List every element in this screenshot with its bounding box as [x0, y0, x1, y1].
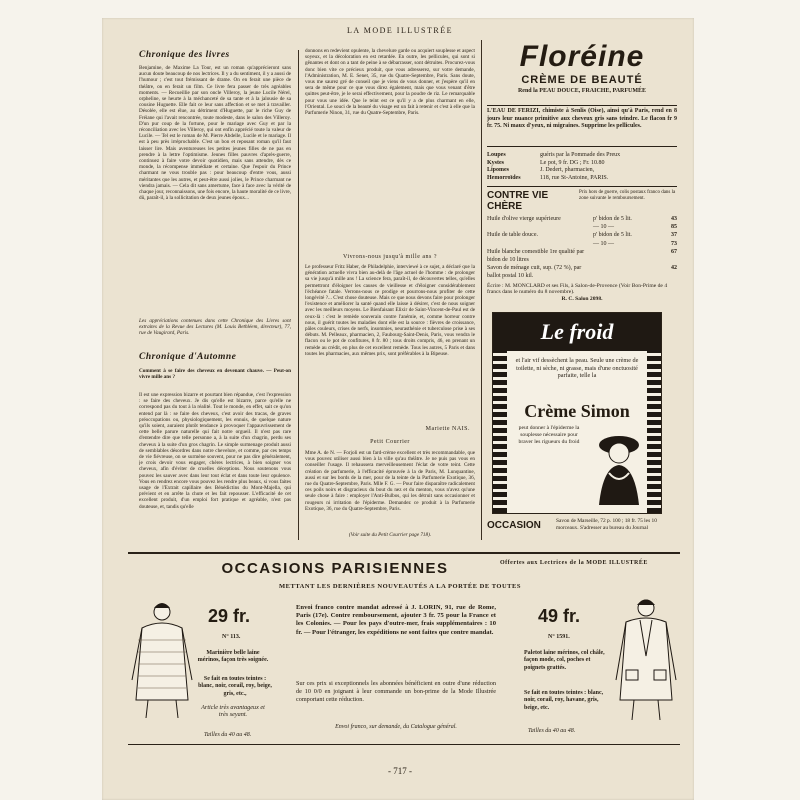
courrier-body: Mme A. de N. — Forjoli est un fard-crème excellent et très recommandable, que vous pouvez utiliser aussi bien à la ville qu'au théâtre. Je ne puis pas vous en conseiller l'usage. Il rehaussera merveilleusement l'éclat de votre teint. Cette création de parfumerie, à l'efficacité éprouvée à la de Paris, M. Lunquantine, aussi et sur les bords de la mer, pour de la teinte de la Parfumerie Exotique, 36, rue du Quatre-Septembre, Paris. Mlle F. G. — Pour faire disparaître radicalement ces poils noirs et disgracieux du bout du nez et du menton, vous n'avez qu'une seule chose à faire : employer l'Anti-Bulbos, qui les détruit sans occasionner et rougeurs ni irritation de l'épiderme. Demandez ce produit à la Parfumerie Exotique, 36, rue du Quatre-Septembre, Paris. [305, 450, 475, 512]
cvc-row [487, 240, 677, 248]
cvc-row [487, 231, 677, 239]
cvc-row-label [487, 223, 587, 231]
right-price: 49 fr. [538, 606, 581, 626]
discount-text: Sur ces prix si exceptionnels les abonnées bénéficient en outre d'une réduction de 10 0/0 en joignant à leur commande un bon-prime de la Mode Illustrée comportant cette réduction. [296, 680, 496, 703]
divider [487, 186, 677, 187]
preux-text: guéris par la Pommade des Preux Le pot, 9 fr. DG ; Fr. 10.80 J. Dedert, pharmacien, 118, rue St-Antoine, PARIS. [540, 152, 621, 181]
cvc-row-price: 37 [671, 232, 677, 239]
cvc-row-price: 85 [671, 224, 677, 231]
cvc-row-price: 67 [671, 248, 677, 255]
middle-body-top: donnons en redevient opulente, la chevelure garde ou acquiert souplesse et aspect soyeux, et la décoloration en est retardée. En outre, les pellicules, qui sont si gênantes et dont on a tant de peine à se débarrasser, sont détruites. Procurez-vous donc bien vite ce précieux produit, que vous adresserez, sur votre demande, l'Administration, M. E. Senet, 35, rue du Quatre-Septembre, Paris. Sans doute, vous me saurez gré de conseil que je viens de vous donner, et j'espère qu'il en sera de même pour ce que vous direz également, mais que vous venant d'être quittes peut-être, je le serai effectivement, pour la poudre de riz. Le remarquable pour vous une idée. Que le teint est ce qu'il y a de plus charmant en elle, l'Oriental. Le souci de la beauté du visage est un fait à retenir et c'est à elle que la Parfumerie Ninon, 31, rue du Quatre-Septembre, Paris. [305, 48, 475, 117]
cvc-price-list [487, 215, 677, 281]
bottom-top-rule [128, 552, 680, 554]
cvc-row-qty: — 10 — [593, 224, 614, 231]
section-body-livres: Benjamine, de Maxime La Tour, est un roman qu'apprécieront sans aucun doute beaucoup de nos lectrices. Il y a du sentiment, il y a aussi de l'humour ; c'est tout frémissant de drame. On en ferait une pièce de théâtre, on en ferait un film. Ce livre fera passer de très agréables moments. — Recueillie par son oncle Villeroy, la jeune Lucile Nérel, orpheline, se heurte à la méchanceté de sa tante et à la jalousie de sa cousine Huguette. Elle fait ce leur sans affection et se met à travailler. Désolée, elle est élue, au détriment d'Huguette, par le riche Guy de Fréiane qui l'avait rencontrée, toute modeste, dans le salon des Villeroy. D'un pur coup de la fortune, pour le mariage avec Guy et par la réconciliation avec les Villeroy, qui ont enfin apprécié toute la valeur de Lucile. — Tel est le roman de M. Pierre Abdelle, Lucile et le mariage. Il est à peu près irréprochable. C'est un bon et reposant roman qu'il faut laisser lire. Mais aventureuses les petites jeunes filles de ne pas en prendre à la lettre l'optimisme. Jeunes filles pauvres d'après-guerre, continuez à faire votre devoir quotidien, mais sans attendre, dès ce monde, la récompense immédiate et certaine. Que l'espoir du Prince charmant ne vous trouble pas : pour beaucoup d'entre vous, aussi méritantes que les autres, et peut-être aussi jolies, le Prince charmant ne viendra jamais. — Cela dit sans amertume, face à face avec la vérité de chaque jour, reconnaissons, une fois encore, la haute moralité de ce livre, dû, paraît-il, à la sollicitation de deux jeunes époux... [139, 65, 291, 202]
shipping-text: Envoi franco contre mandat adressé à J. LORIN, 91, rue de Rome, Paris (17e). Contre remboursement, ajouter 3 fr. 75 pour la France et les Colonies. — Pour les pays d'outre-mer, frais supplémentaires : 10 fr. — Pour l'étranger, les expéditions ne sont faites que contre mandat. [296, 604, 496, 636]
floreine-brand: Floréine [519, 40, 645, 73]
occasions-offer: Offertes aux Lectrices de la MODE ILLUSTRÉE [500, 560, 648, 566]
cvc-row-qty [593, 248, 653, 264]
occasions-subtitle: METTANT LES DERNIÈRES NOUVEAUTÉS A LA PORTÉE DE TOUTES [279, 583, 521, 590]
courrier-title: Petit Courrier [370, 439, 410, 445]
divider [487, 146, 677, 147]
floreine-product: CRÈME DE BEAUTÉ [521, 74, 643, 86]
section-title-automne: Chronique d'Automne [139, 352, 237, 362]
cvc-row [487, 264, 677, 280]
cvc-row-label [487, 240, 587, 248]
middle-body-mid: Le professeur Fritz Haber, de Philadelphie, interviewé à ce sujet, a déclaré que la génération actuelle vivra bien au-delà de l'âge actuel de l'homme : de prolonger sa vie jusqu'à mille ans ! La science fera, paraît-il, de découvertes telles, qu'elles permettront d'éloigner les causes de vieillesse et d'éloigner considérablement l'échéance fatale. Verrons-nous ce prodige et pourrons-nous profiter de cette longévité ?... C'est chose douteuse. Mais ce que nous devons faire pour prolonger l'existence et améliorer la santé quand elle laisse à désirer, c'est de nous soigner avec les meilleurs moyens. Le Bienfaisant Elixir de Saint-Vincent-de-Paul est de ceux-là : c'est le remède souverain contre l'anémie, et, comme horreur contre nous, il guérit toutes les maladies dont elle est la source : fièvres de croissance, pâles couleurs, crises de nerfs, insomnies, neurasthénie et tuberculose prise à ses débuts. M. Pelleaux, pharmacien, 2, Faubourg-Saint-Denis, Paris, vous vendra le flacon ou le pot de confitures, 8 fr. 80 ; tous droits compris, 46, en prenant un remède au crédit, en plus de cet excellent remède. Tous les autres, 5 Paris et dans toutes les pharmacies, aux mêmes prix, sont préférables à la Bipeuse. [305, 264, 475, 357]
cvc-row [487, 248, 677, 264]
right-sizes: Tailles du 40 au 48. [528, 728, 576, 734]
section-sources: Les appréciations contenues dans cette Chronique des Livres sont extraites de la Revue des Lectures (M. Louis Bethléem, directeur), 77, rue de Vaugirard, Paris. [139, 318, 291, 337]
feriz-ad: L'EAU DE FERIZI, chimiste à Senlis (Oise), ainsi qu'à Paris, rend en 8 jours leur nuance primitive aux cheveux gris sans teindre. Le flacon fr 9 fr. 75. Ni maux d'yeux, ni migraines. Supprime les pellicules. [487, 108, 677, 129]
contre-vie-chere-ad [487, 190, 677, 302]
cvc-row-price: 43 [671, 216, 677, 222]
cvc-row-qty: — 10 — [593, 240, 614, 247]
left-price: 29 fr. [208, 606, 251, 626]
right-number: N° 1591. [548, 634, 570, 640]
page-number: - 717 - [388, 766, 412, 776]
cvc-footer: Écrire : M. MONCLARD et ses Fils, à Salon-de-Provence (Voir Bon-Prime de 4 francs dans le numéro du 8 novembre). [487, 282, 668, 296]
left-number: N° 113. [222, 634, 241, 640]
catalogue-text: Envoi franco, sur demande, du Catalogue général. [335, 724, 457, 730]
occasion-label: OCCASION [487, 520, 541, 531]
cvc-row-price: 42 [671, 265, 677, 272]
running-title: LA MODE ILLUSTRÉE [347, 26, 453, 35]
cvc-row [487, 223, 677, 231]
cvc-title: CONTRE VIE CHÈRE [487, 190, 549, 212]
cvc-row-label: Savon de ménage cuit, sup. (72 %), par ballot postal 10 kil. [487, 265, 582, 280]
creme-simon-brand: Crème Simon [524, 401, 630, 421]
courrier-footnote: (Voir suite du Petit Courrier page 718). [348, 532, 432, 538]
froid-body-2: peut donner à l'épiderme la souplesse nécessaire pour braver les rigueurs du froid [518, 425, 580, 445]
preux-ailments: Loupes Kystes Lipomes Hemorroïdes [487, 152, 521, 181]
right-desc: Paletot laine mérinos, col châle, façon mode, col, poches et poignets grattés. [524, 650, 605, 671]
checker-border-right [647, 351, 661, 513]
cvc-row-qty: p' bidon de 5 lit. [593, 216, 632, 222]
cvc-row-label: Huile de table douce. [487, 232, 538, 239]
floreine-tagline: Rend la PEAU DOUCE, FRAICHE, PARFUMÉE [517, 88, 647, 94]
paletot-illustration [610, 596, 682, 722]
cvc-row-label: Huile d'olive vierge supérieure [487, 216, 561, 222]
signature: Mariette NAIS. [425, 426, 470, 432]
left-desc: Marinière belle laine mérinos, façon très soignée. [197, 650, 269, 664]
cvc-intro: Prix hors de guerre, colis postaux franco dans la zone suivante le remboursement. [579, 190, 676, 201]
cvc-rc: R. C. Salon 2098. [561, 296, 603, 303]
creme-simon-ad [492, 312, 662, 514]
column-rule-left [298, 50, 299, 540]
left-sizes: Tailles du 40 au 48. [204, 732, 252, 738]
cvc-row-label: Huile blanche comestible 1re qualité par bidon de 10 litres [487, 248, 585, 264]
froid-heading: Le froid [540, 319, 614, 344]
left-note: Article très avantageux et très seyant. [201, 704, 265, 719]
floreine-ad [487, 40, 677, 94]
section-title-livres: Chronique des livres [139, 50, 230, 60]
section-question: Comment à se faire des cheveux en devenant chauve. — Peut-on vivre mille ans ? [139, 368, 291, 381]
section-body-automne: Il est une expression bizarre et pourtant bien répandue, c'est l'expression : se faire des cheveux. Je dis qu'elle est bizarre, parce qu'elle ne correspond pas du tout à la réalité. Tout le monde, en effet, sait ce qu'on entend par là : se faire des cheveux, c'est avoir des tracas, de graves préoccupations ou, physiologiquement, les ennuis, de quelque nature qu'ils soient, auraient plutôt tendance à provoquer l'appauvrissement de cette belle parure naturelle qui fait notre orgueil. Il n'est pas rare d'entendre dire que telle personne a, à la suite d'un chagrin, perdu ses cheveux à la suite d'un gros chagrin. Le simple surmenage produit aussi de semblables désordres dans notre chevelure, et comme, par ces temps de vie fiévreuse, on se surmène souvent, pour ne pas dire généralement, je crois devoir vous engager, chères lectrices, à bien soigner vos cheveux, afin d'éviter de cruelles déceptions. Nous soutenons vous pouvez les sauver avec dans leur tout éclat et dans toute leur opulence. Vous en rendrez encore vous pouvez les rendre plus beaux, si vous faites usage de l'Extrait capillaire des Bénédictins du Mont-Majella, qui prévient et en arrête la chute et les fait repousser. L'efficacité de cet excellent produit, d'un emploi fort pratique et agréable, n'est pas douteuse, et, tandis qu'elle [139, 392, 291, 510]
middle-subhead: Vivrons-nous jusqu'à mille ans ? [342, 254, 438, 260]
cvc-row [487, 215, 677, 223]
marinière-illustration [128, 600, 196, 720]
left-colors: Se fait en toutes teintes : blanc, noir, corail, roy, beige, gris, etc., [198, 676, 272, 697]
cvc-row-qty [593, 264, 653, 280]
column-rule-right [481, 40, 482, 540]
right-colors: Se fait en toutes teintes : blanc, noir, corail, roy, havane, gris, beige, etc. [524, 690, 604, 711]
lady-illustration [589, 425, 647, 507]
froid-body-1: et l'air vif dessèchent la peau. Seule une crème de toilette, ni sèche, ni grasse, mais d'une onctuosité parfaite, telle la [515, 357, 639, 380]
occasions-title: OCCASIONS PARISIENNES [221, 560, 449, 577]
cvc-row-price: 73 [671, 240, 677, 247]
bottom-rule [128, 744, 680, 745]
divider [487, 105, 677, 106]
occasion-text: Savon de Marseille, 72 p. 100 ; 18 fr. 75 les 10 morceaux. S'adresser au bureau du Journal [556, 518, 657, 531]
cvc-row-qty: p' bidon de 5 lit. [593, 232, 632, 239]
checker-border-left [493, 351, 507, 513]
